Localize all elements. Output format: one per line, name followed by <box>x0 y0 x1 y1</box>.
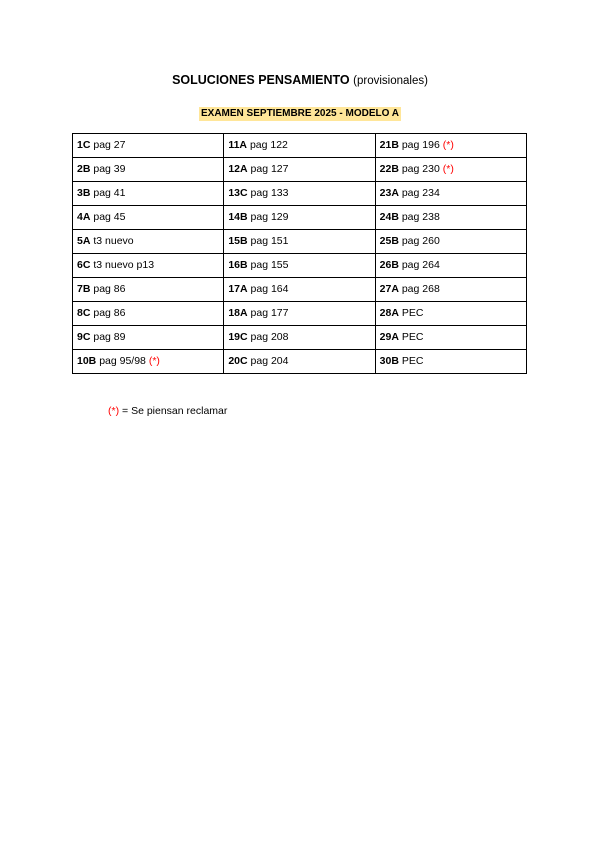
page-reference: pag 86 <box>93 307 126 319</box>
claim-mark: (*) <box>442 163 454 175</box>
answer-cell <box>224 230 375 254</box>
answer-cell <box>224 350 375 374</box>
answer-cell <box>224 182 375 206</box>
answer-cell <box>224 254 375 278</box>
table-row <box>73 182 527 206</box>
answer-cell <box>375 206 526 230</box>
answer-cell <box>375 254 526 278</box>
answer-cell <box>224 158 375 182</box>
page-reference: pag 39 <box>93 163 126 175</box>
question-answer: 10B <box>77 355 97 367</box>
question-answer: 16B <box>228 259 248 271</box>
question-answer: 11A <box>228 139 248 151</box>
page-reference: t3 nuevo p13 <box>93 259 155 271</box>
page-reference: pag 238 <box>401 211 440 223</box>
page-reference: pag 230 <box>401 163 440 175</box>
title-main: SOLUCIONES PENSAMIENTO <box>172 73 350 87</box>
answer-cell <box>375 278 526 302</box>
question-answer: 25B <box>379 235 399 247</box>
table-row <box>73 230 527 254</box>
question-answer: 28A <box>379 307 399 319</box>
page-reference: pag 151 <box>250 235 289 247</box>
page-reference: pag 95/98 <box>99 355 146 367</box>
question-answer: 13C <box>228 187 248 199</box>
answer-cell <box>73 182 224 206</box>
page-reference: pag 260 <box>401 235 440 247</box>
answer-cell <box>224 278 375 302</box>
table-row <box>73 206 527 230</box>
question-answer: 4A <box>77 211 91 223</box>
answer-cell <box>375 302 526 326</box>
question-answer: 14B <box>228 211 248 223</box>
question-answer: 8C <box>77 307 91 319</box>
title-suffix: (provisionales) <box>353 75 428 87</box>
exam-subtitle: EXAMEN SEPTIEMBRE 2025 - MODELO A <box>201 108 399 119</box>
answer-cell <box>73 278 224 302</box>
page-title <box>0 72 600 89</box>
page-reference: pag 155 <box>250 259 289 271</box>
page-reference: pag 133 <box>250 187 289 199</box>
question-answer: 7B <box>77 283 91 295</box>
table-row <box>73 326 527 350</box>
page-reference: PEC <box>401 307 424 319</box>
answer-cell <box>375 230 526 254</box>
question-answer: 17A <box>228 283 248 295</box>
answer-cell <box>375 182 526 206</box>
page-reference: pag 204 <box>250 355 289 367</box>
question-answer: 18A <box>228 307 248 319</box>
table-row <box>73 254 527 278</box>
page-reference: pag 122 <box>249 139 288 151</box>
answer-cell <box>224 326 375 350</box>
page-reference: pag 129 <box>250 211 289 223</box>
question-answer: 19C <box>228 331 248 343</box>
question-answer: 22B <box>379 163 399 175</box>
page-reference: pag 208 <box>250 331 289 343</box>
page-reference: pag 264 <box>401 259 440 271</box>
footnote-text: = Se piensan reclamar <box>122 405 228 417</box>
answer-cell <box>375 350 526 374</box>
page-reference: PEC <box>401 331 424 343</box>
page-reference: pag 196 <box>401 139 440 151</box>
page-reference: pag 164 <box>250 283 289 295</box>
table-row <box>73 134 527 158</box>
page-reference: pag 86 <box>93 283 126 295</box>
claim-mark: (*) <box>148 355 160 367</box>
answer-cell <box>73 350 224 374</box>
question-answer: 5A <box>77 235 91 247</box>
question-answer: 20C <box>228 355 248 367</box>
answer-cell <box>73 134 224 158</box>
page-reference: pag 177 <box>250 307 289 319</box>
table-row <box>73 158 527 182</box>
page-reference: pag 27 <box>93 139 126 151</box>
question-answer: 24B <box>379 211 399 223</box>
answer-cell <box>224 206 375 230</box>
page-reference: pag 268 <box>401 283 440 295</box>
footnote-mark: (*) <box>108 405 120 417</box>
page-reference: PEC <box>401 355 424 367</box>
page-reference: pag 41 <box>93 187 126 199</box>
answer-cell <box>73 326 224 350</box>
page-reference: t3 nuevo <box>93 235 134 247</box>
question-answer: 15B <box>228 235 248 247</box>
footnote <box>108 404 227 418</box>
answer-cell <box>375 158 526 182</box>
question-answer: 26B <box>379 259 399 271</box>
question-answer: 21B <box>379 139 399 151</box>
question-answer: 27A <box>379 283 399 295</box>
subtitle-row <box>0 103 600 121</box>
answer-cell <box>73 158 224 182</box>
page-reference: pag 234 <box>401 187 440 199</box>
question-answer: 12A <box>228 163 248 175</box>
question-answer: 1C <box>77 139 91 151</box>
question-answer: 2B <box>77 163 91 175</box>
answer-cell <box>73 254 224 278</box>
question-answer: 23A <box>379 187 399 199</box>
question-answer: 30B <box>379 355 399 367</box>
answers-table-body <box>73 134 527 374</box>
question-answer: 3B <box>77 187 91 199</box>
answers-table <box>72 133 527 374</box>
page-reference: pag 89 <box>93 331 126 343</box>
question-answer: 6C <box>77 259 91 271</box>
answer-cell <box>224 302 375 326</box>
answer-cell <box>73 230 224 254</box>
page-reference: pag 45 <box>93 211 126 223</box>
question-answer: 29A <box>379 331 399 343</box>
question-answer: 9C <box>77 331 91 343</box>
answer-cell <box>375 134 526 158</box>
answer-cell <box>375 326 526 350</box>
table-row <box>73 278 527 302</box>
claim-mark: (*) <box>442 139 454 151</box>
table-row <box>73 302 527 326</box>
answer-cell <box>73 302 224 326</box>
answer-cell <box>73 206 224 230</box>
table-row <box>73 350 527 374</box>
page-reference: pag 127 <box>250 163 289 175</box>
answer-cell <box>224 134 375 158</box>
